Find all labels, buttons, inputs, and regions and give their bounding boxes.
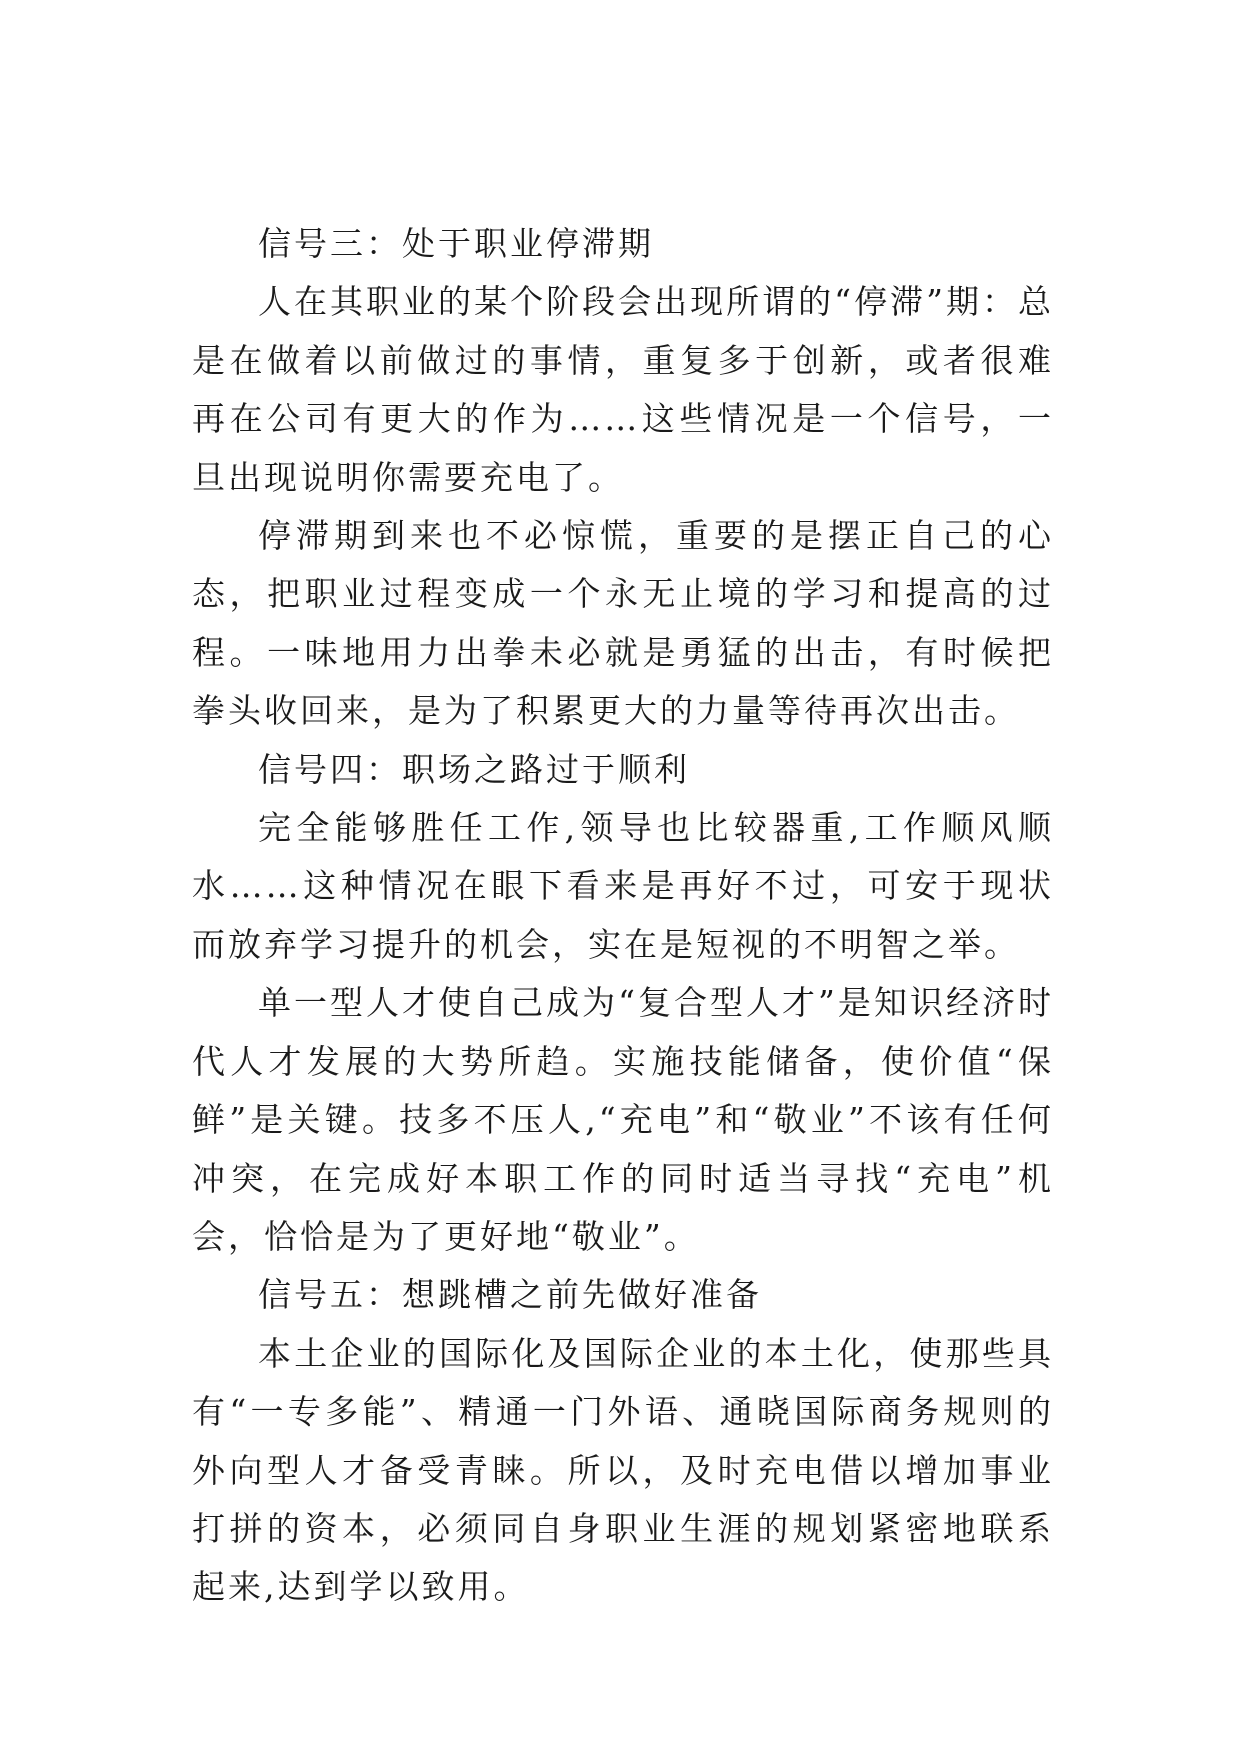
section-heading-signal-5: 信号五：想跳槽之前先做好准备 bbox=[258, 1275, 762, 1315]
paragraph-job-hopping-preparation: 本土企业的国际化及国际企业的本土化，使那些具有“一专多能”、精通一门外语、通晓国际商务规则的外向型人才备受青睐。所以，及时充电借以增加事业打拼的资本，必须同自身职业生涯的规划紧密地联系起来,达到学以致用。 bbox=[192, 1333, 1054, 1607]
document-body bbox=[192, 215, 1054, 1617]
paragraph-composite-talent: 单一型人才使自己成为“复合型人才”是知识经济时代人才发展的大势所趋。实施技能储备，使价值“保鲜”是关键。技多不压人,“充电”和“敬业”不该有任何冲突，在完成好本职工作的同时适当寻找“充电”机会，恰恰是为了更好地“敬业”。 bbox=[192, 983, 1054, 1256]
section-heading-signal-4: 信号四：职场之路过于顺利 bbox=[258, 749, 690, 789]
paragraph-stagnation-advice: 停滞期到来也不必惊慌，重要的是摆正自己的心态，把职业过程变成一个永无止境的学习和提高的过程。一味地用力出拳未必就是勇猛的出击，有时候把拳头收回来，是为了积累更大的力量等待再次出击。 bbox=[192, 516, 1054, 731]
section-heading-signal-3: 信号三：处于职业停滞期 bbox=[258, 224, 654, 263]
paragraph-smooth-career-description: 完全能够胜任工作,领导也比较器重,工作顺风顺水……这种情况在眼下看来是再好不过，可安于现状而放弃学习提升的机会，实在是短视的不明智之举。 bbox=[192, 808, 1054, 964]
paragraph-stagnation-description: 人在其职业的某个阶段会出现所谓的“停滞”期：总是在做着以前做过的事情，重复多于创新，或者很难再在公司有更大的作为……这些情况是一个信号，一旦出现说明你需要充电了。 bbox=[192, 282, 1054, 497]
